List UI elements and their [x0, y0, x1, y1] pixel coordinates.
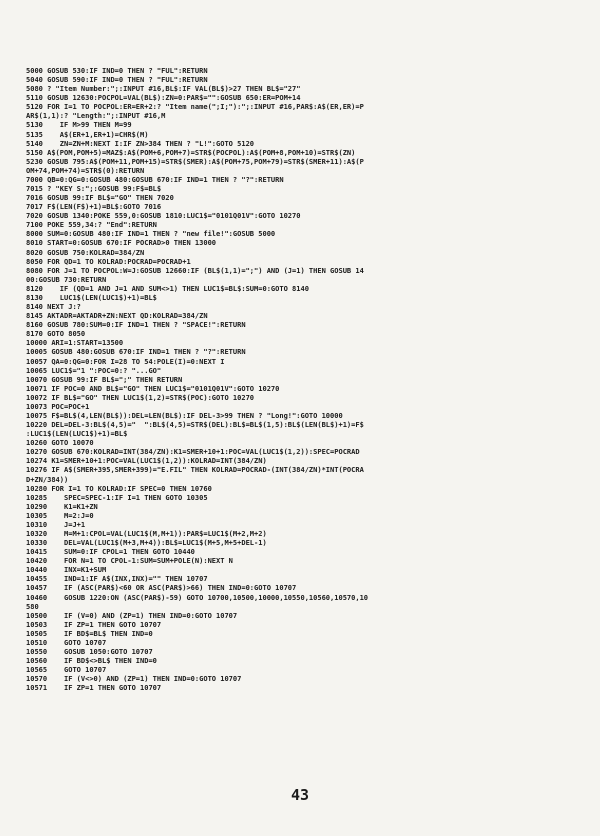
code-line: 8160 GOSUB 780:SUM=0:IF IND=1 THEN ? "SPACE!":RETURN — [26, 320, 246, 330]
code-line: 10075 F$=BL$(4,LEN(BL$)):DEL=LEN(BL$):IF DEL-3>99 THEN ? "Long!":GOTO 10000 — [26, 410, 343, 420]
code-line: 5230 GOSUB 795:A$(POM+11,POM+15)=STR$(SMER):A$(POM+75,POM+79)=STR$(SMER+11):A$(P — [26, 156, 364, 166]
code-line: 10420 FOR N=1 TO CPOL-1:SUM=SUM+POLE(N):NEXT N — [26, 556, 233, 566]
code-line: 10220 DEL=DEL-3:BL$(4,5)=" ":BL$(4,5)=STR$(DEL):BL$=BL$(1,5):BL$(LEN(BL$)+1)=F$ — [26, 420, 364, 430]
code-line: 10310 J=J+1 — [26, 519, 86, 529]
code-line: 10455 IND=1:IF A$(INX,INX)="" THEN 10707 — [26, 574, 208, 584]
code-line: 7015 ? "KEY S:";:GOSUB 99:F$=BL$ — [26, 184, 162, 194]
code-line: 8130 LUC1$(LEN(LUC1$)+1)=BL$ — [26, 292, 157, 302]
code-line: 10570 IF (V<>0) AND (ZP=1) THEN IND=0:GOTO 10707 — [26, 674, 242, 684]
code-line: 5130 IF M>99 THEN M=99 — [26, 120, 132, 130]
code-line: 580 — [26, 601, 39, 611]
code-line: 10571 IF ZP=1 THEN GOTO 10707 — [26, 683, 162, 693]
code-line: 5110 GOSUB 12630:POCPOL=VAL(BL$):ZN=0:PAR$="":GOSUB 650:ER=POM+14 — [26, 93, 301, 103]
code-line: 10330 DEL=VAL(LUC1$(M+3,M+4)):BL$=LUC1$(M+5,M+5+DEL-1) — [26, 538, 267, 548]
code-line: 10280 FOR I=1 TO KOLRAD:IF SPEC=0 THEN 10760 — [26, 483, 212, 493]
code-line: AR$(1,1):? "Length:";:INPUT #16,M — [26, 111, 166, 121]
code-line: 8010 START=0:GOSUB 670:IF POCRAD>0 THEN 13000 — [26, 238, 217, 248]
code-line: 10057 QA=0:QG=0:FOR I=28 TO 54:POLE(I)=0:NEXT I — [26, 356, 225, 366]
code-line: 8145 AKTADR=AKTADR+ZN:NEXT QD:KOLRAD=384/ZN — [26, 311, 208, 321]
code-line: 8140 NEXT J:? — [26, 302, 81, 312]
code-line: 10565 GOTO 10707 — [26, 665, 107, 675]
code-line: 10274 K1=SMER+10+1:POC=VAL(LUC1$(1,2)):KOLRAD=INT(384/ZN) — [26, 456, 267, 466]
code-line: 10560 IF BD$<>BL$ THEN IND=0 — [26, 656, 157, 666]
code-line: 8120 IF (QD=1 AND J=1 AND SUM<>1) THEN LUC1$=BL$:SUM=0:GOTO 8140 — [26, 283, 309, 293]
code-line: 10073 POC=POC+1 — [26, 401, 90, 411]
code-line: 5140 ZN=ZN+M:NEXT I:IF ZN>384 THEN ? "L!":GOTO 5120 — [26, 138, 255, 148]
code-line: D+ZN/384)) — [26, 474, 69, 484]
code-line: 8170 GOTO 8050 — [26, 329, 86, 339]
code-line: 10457 IF (ASC(PAR$)<60 OR ASC(PAR$)>66) THEN IND=0:GOTO 10707 — [26, 583, 297, 593]
code-line: 5120 FOR I=1 TO POCPOL:ER=ER+2:? "Item name(";I;"):";:INPUT #16,PAR$:A$(ER,ER)=P — [26, 102, 364, 112]
code-line: 10510 GOTO 10707 — [26, 637, 107, 647]
code-line: 7100 POKE 559,34:? "End":RETURN — [26, 220, 157, 230]
code-line: 8020 GOSUB 750:KOLRAD=384/ZN — [26, 247, 145, 257]
code-line: :LUC1$(LEN(LUC1$)+1)=BL$ — [26, 429, 128, 439]
code-line: 10071 IF POC=0 AND BL$="GO" THEN LUC1$="0101Q01V":GOTO 10270 — [26, 383, 280, 393]
code-line: 10000 ARI=1:START=13500 — [26, 338, 124, 348]
code-line: 7017 F$(LEN(F$)+1)=BL$:GOTO 7016 — [26, 202, 162, 212]
code-line: 8080 FOR J=1 TO POCPOL:W=J:GOSUB 12660:IF (BL$(1,1)=";") AND (J=1) THEN GOSUB 14 — [26, 265, 364, 275]
code-line: 10290 K1=K1+ZN — [26, 501, 98, 511]
code-line: 5080 ? "Item Number:";:INPUT #16,BL$:IF VAL(BL$)>27 THEN BL$="27" — [26, 84, 301, 94]
code-line: 10505 IF BD$=BL$ THEN IND=0 — [26, 628, 153, 638]
code-line: 00:GOSUB 730:RETURN — [26, 274, 107, 284]
code-line: OM+74,POM+74)=STR$(0):RETURN — [26, 165, 145, 175]
code-line: 10070 GOSUB 99:IF BL$=";" THEN RETURN — [26, 374, 183, 384]
code-line: 10270 GOSUB 670:KOLRAD=INT(384/ZN):K1=SMER+10+1:POC=VAL(LUC1$(1,2)):SPEC=POCRAD — [26, 447, 360, 457]
code-line: 8000 SUM=0:GOSUB 480:IF IND=1 THEN ? "new file!":GOSUB 5000 — [26, 229, 276, 239]
code-line: 10276 IF A$(SMER+395,SMER+399)="E.FIL" THEN KOLRAD=POCRAD-(INT(384/ZN)*INT(POCRA — [26, 465, 364, 475]
code-line: 7020 GOSUB 1340:POKE 559,0:GOSUB 1810:LUC1$="0101Q01V":GOTO 10270 — [26, 211, 301, 221]
code-line: 10440 INX=K1+SUM — [26, 565, 107, 575]
code-line: 10503 IF ZP=1 THEN GOTO 10707 — [26, 619, 162, 629]
code-line: 10260 GOTO 10070 — [26, 438, 94, 448]
code-line: 10500 IF (V=0) AND (ZP=1) THEN IND=0:GOTO 10707 — [26, 610, 238, 620]
page-number: 43 — [290, 786, 310, 804]
code-line: 10072 IF BL$="GO" THEN LUC1$(1,2)=STR$(POC):GOTO 10270 — [26, 392, 255, 402]
code-line: 5040 GOSUB 590:IF IND=0 THEN ? "FUL":RETURN — [26, 75, 208, 85]
code-line: 7016 GOSUB 99:IF BL$="GO" THEN 7020 — [26, 193, 174, 203]
code-line: 5150 A$(POM,POM+5)=MAZ$:A$(POM+6,POM+7)=STR$(POCPOL):A$(POM+8,POM+10)=STR$(ZN) — [26, 147, 356, 157]
code-line: 10005 GOSUB 480:GOSUB 670:IF IND=1 THEN ? "?":RETURN — [26, 347, 246, 357]
code-line: 10415 SUM=0:IF CPOL=1 THEN GOTO 10440 — [26, 547, 195, 557]
code-line: 8050 FOR QD=1 TO KOLRAD:POCRAD=POCRAD+1 — [26, 256, 191, 266]
code-line: 10320 M=M+1:CPOL=VAL(LUC1$(M,M+1)):PAR$=LUC1$(M+2,M+2) — [26, 528, 267, 538]
basic-code-listing — [26, 66, 582, 692]
code-line: 10550 GOSUB 1050:GOTO 10707 — [26, 647, 153, 656]
code-line: 5000 GOSUB 530:IF IND=0 THEN ? "FUL":RETURN — [26, 66, 208, 75]
code-line: 5135 A$(ER+1,ER+1)=CHR$(M) — [26, 129, 149, 139]
code-line: 10285 SPEC=SPEC-1:IF I=1 THEN GOTO 10305 — [26, 492, 208, 502]
code-line: 10460 GOSUB 1220:ON (ASC(PAR$)-59) GOTO 10700,10500,10000,10550,10560,10570,10 — [26, 592, 369, 602]
code-line: 10305 M=2:J=0 — [26, 510, 94, 520]
code-line: 10065 LUC1$="1 ":POC=0:? "...GO" — [26, 365, 162, 375]
code-line: 7000 QB=0:QG=0:GOSUB 480:GOSUB 670:IF IND=1 THEN ? "?":RETURN — [26, 174, 284, 184]
